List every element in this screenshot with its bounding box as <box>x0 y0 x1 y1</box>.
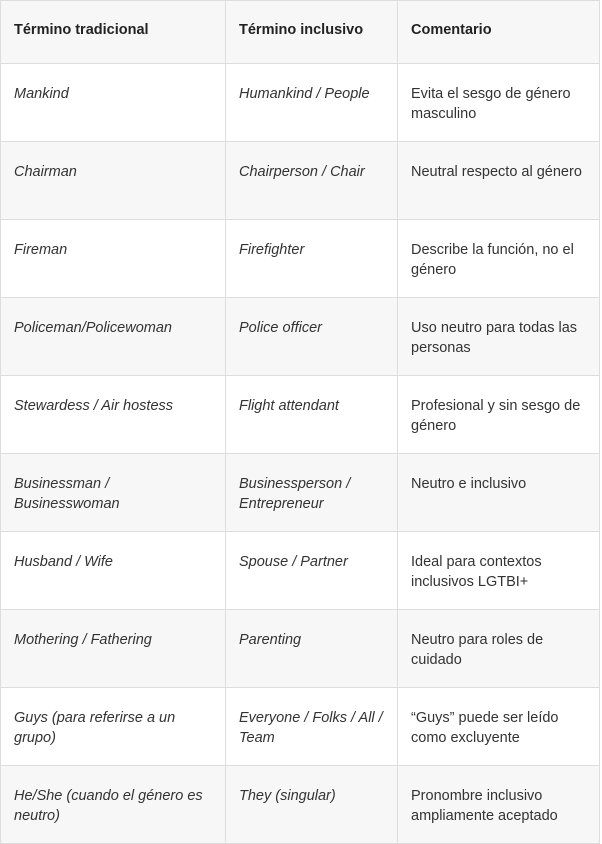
inclusive-term-cell: Spouse / Partner <box>226 532 398 610</box>
table-row <box>1 220 600 298</box>
inclusive-term-cell: Businessperson / Entrepreneur <box>226 454 398 532</box>
comment-cell: Profesional y sin sesgo de género <box>398 376 600 454</box>
traditional-term-cell: Stewardess / Air hostess <box>1 376 226 454</box>
header-comment: Comentario <box>398 1 600 64</box>
inclusive-term-cell: They (singular) <box>226 766 398 844</box>
table-header-row <box>1 1 600 64</box>
comment-cell: Neutro e inclusivo <box>398 454 600 532</box>
inclusive-term-cell: Flight attendant <box>226 376 398 454</box>
inclusive-term-cell: Parenting <box>226 610 398 688</box>
header-traditional-term: Término tradicional <box>1 1 226 64</box>
traditional-term-cell: Husband / Wife <box>1 532 226 610</box>
inclusive-term-cell: Firefighter <box>226 220 398 298</box>
traditional-term-cell: Guys (para referirse a un grupo) <box>1 688 226 766</box>
comment-cell: Describe la función, no el género <box>398 220 600 298</box>
table-row <box>1 454 600 532</box>
traditional-term-cell: Businessman / Businesswoman <box>1 454 226 532</box>
comment-cell: Ideal para contextos inclusivos LGTBI+ <box>398 532 600 610</box>
table-row <box>1 610 600 688</box>
comment-cell: Uso neutro para todas las personas <box>398 298 600 376</box>
traditional-term-cell: Mothering / Fathering <box>1 610 226 688</box>
comment-cell: “Guys” puede ser leído como excluyente <box>398 688 600 766</box>
table-row <box>1 688 600 766</box>
traditional-term-cell: Mankind <box>1 64 226 142</box>
header-inclusive-term: Término inclusivo <box>226 1 398 64</box>
inclusive-term-cell: Everyone / Folks / All / Team <box>226 688 398 766</box>
traditional-term-cell: He/She (cuando el género es neutro) <box>1 766 226 844</box>
table-row <box>1 142 600 220</box>
table-row <box>1 64 600 142</box>
table-row <box>1 532 600 610</box>
inclusive-term-cell: Police officer <box>226 298 398 376</box>
comment-cell: Neutro para roles de cuidado <box>398 610 600 688</box>
traditional-term-cell: Chairman <box>1 142 226 220</box>
traditional-term-cell: Policeman/Policewoman <box>1 298 226 376</box>
comment-cell: Neutral respecto al género <box>398 142 600 220</box>
table-row <box>1 376 600 454</box>
inclusive-term-cell: Chairperson / Chair <box>226 142 398 220</box>
inclusive-term-cell: Humankind / People <box>226 64 398 142</box>
comment-cell: Evita el sesgo de género masculino <box>398 64 600 142</box>
table-row <box>1 298 600 376</box>
comment-cell: Pronombre inclusivo ampliamente aceptado <box>398 766 600 844</box>
table-row <box>1 766 600 844</box>
traditional-term-cell: Fireman <box>1 220 226 298</box>
